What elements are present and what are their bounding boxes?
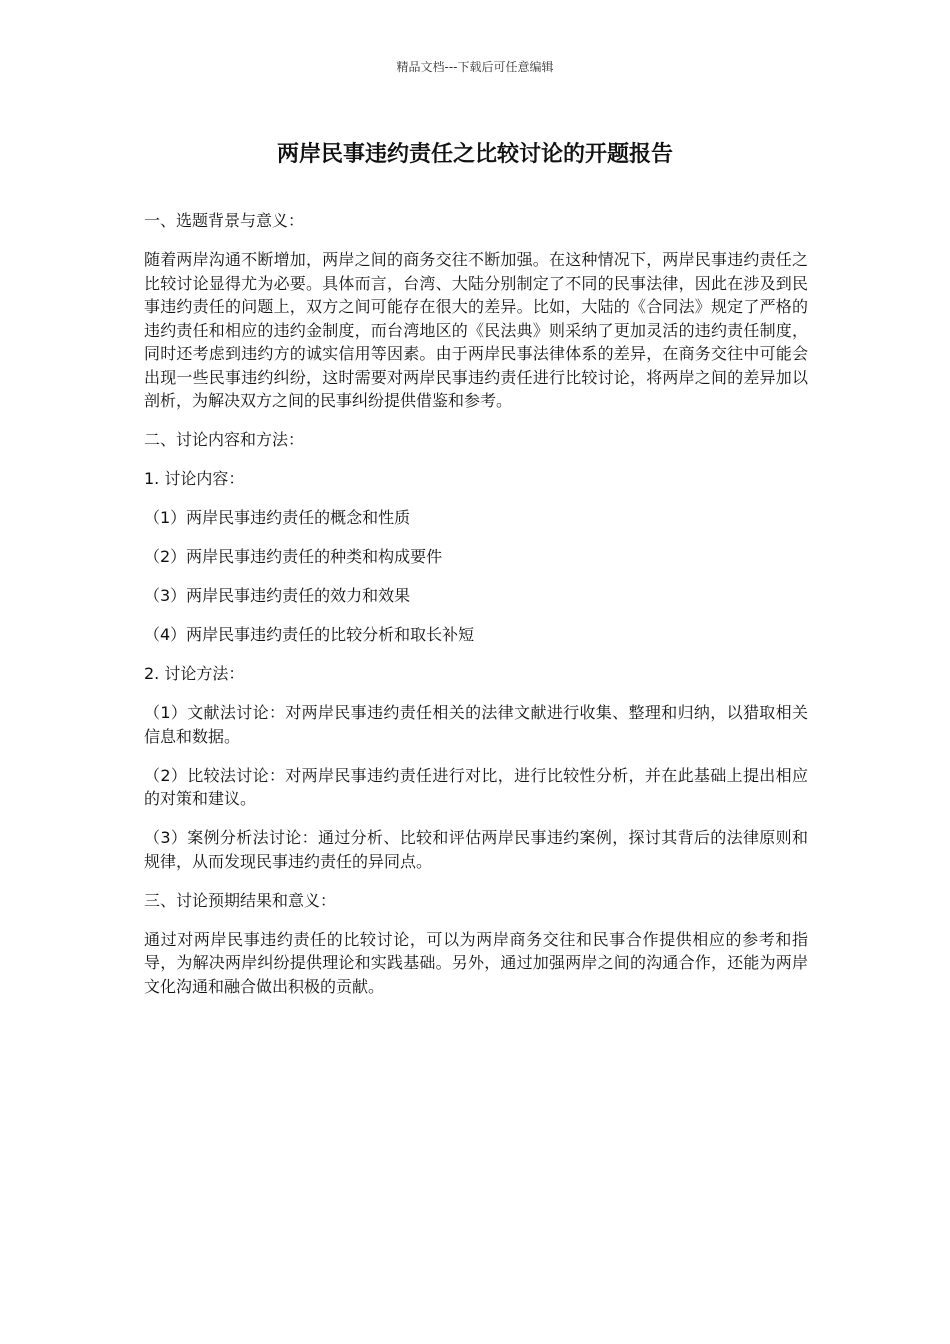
paragraph-expected-results: 通过对两岸民事违约责任的比较讨论，可以为两岸商务交往和民事合作提供相应的参考和指导，为解决两岸纠纷提供理论和实践基础。另外，通过加强两岸之间的沟通合作，还能为两岸文化沟通和融合做出积极的贡献。 [144,929,808,996]
list-item-method-3: （3）案例分析法讨论：通过分析、比较和评估两岸民事违约案例，探讨其背后的法律原则和规律，从而发现民事违约责任的异同点。 [144,828,808,871]
subheading-method: 2. 讨论方法： [144,664,245,683]
section-heading-background: 一、选题背景与意义： [144,211,305,230]
paragraph-background: 随着两岸沟通不断增加，两岸之间的商务交往不断加强。在这种情况下，两岸民事违约责任之比较讨论显得尤为必要。具体而言，台湾、大陆分别制定了不同的民事法律，因此在涉及到民事违约责任的问题上，双方之间可能存在很大的差异。比如，大陆的《合同法》规定了严格的违约责任和相应的违约金制度，而台湾地区的《民法典》则采纳了更加灵活的违约责任制度，同时还考虑到违约方的诚实信用等因素。由于两岸民事法律体系的差异，在商务交往中可能会出现一些民事违约纠纷，这时需要对两岸民事违约责任进行比较讨论，将两岸之间的差异加以剖析，为解决双方之间的民事纠纷提供借鉴和参考。 [144,250,808,410]
page-header: 精品文档---下载后可任意编辑 [396,60,554,74]
list-item-method-1: （1）文献法讨论：对两岸民事违约责任相关的法律文献进行收集、整理和归纳，以猎取相关信息和数据。 [144,703,808,746]
list-item-content-2: （2）两岸民事违约责任的种类和构成要件 [144,547,443,566]
list-item-content-4: （4）两岸民事违约责任的比较分析和取长补短 [144,625,475,644]
document-body [144,209,808,1014]
section-heading-expected-results: 三、讨论预期结果和意义： [144,890,337,910]
list-item-content-1: （1）两岸民事违约责任的概念和性质 [144,508,411,527]
document-title: 两岸民事违约责任之比较讨论的开题报告 [276,142,673,167]
section-heading-content-method: 二、讨论内容和方法： [144,430,305,449]
subheading-content: 1. 讨论内容： [144,469,245,488]
list-item-method-2: （2）比较法讨论：对两岸民事违约责任进行对比，进行比较性分析，并在此基础上提出相应的对策和建议。 [144,765,808,808]
list-item-content-3: （3）两岸民事违约责任的效力和效果 [144,586,411,605]
